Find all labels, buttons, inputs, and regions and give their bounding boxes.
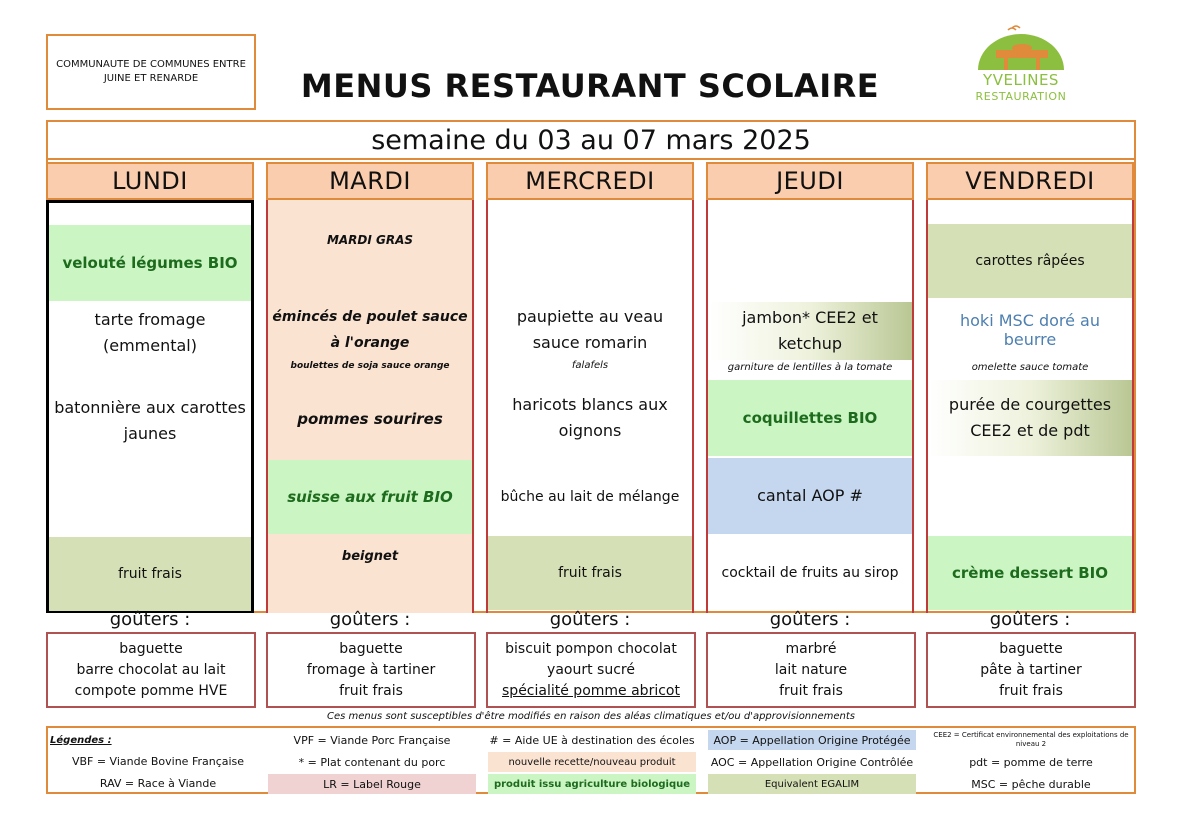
legend-cee2: CEE2 = Certificat environnemental des exploitations de niveau 2 [933,731,1129,748]
menu-item-main: émincés de poulet sauce à l'orange [272,309,468,351]
gouter-item: baguette [999,640,1063,657]
week-title: semaine du 03 au 07 mars 2025 [48,122,1134,160]
logo-text-restauration: RESTAURATION [975,89,1067,103]
organization-box [46,34,256,110]
menu-item-starter: velouté légumes BIO [49,225,251,301]
menu-item-dairy: bûche au lait de mélange [500,489,680,505]
legend-nouvelle-recette: nouvelle recette/nouveau produit [488,752,696,772]
day-header-vendredi: VENDREDI [926,162,1134,200]
day-header-lundi: LUNDI [46,162,254,200]
menu-item-side: purée de courgettes CEE2 et de pdt [928,380,1132,456]
menu-item-side: coquillettes BIO [708,380,912,456]
day-column-lundi [46,200,254,613]
gouter-item: fruit frais [999,682,1063,699]
disclaimer: Ces menus sont susceptibles d'être modifiés en raison des aléas climatiques et/ou d'approvisionnements [326,710,856,722]
gouter-label: goûters : [329,608,411,630]
page-title: MENUS RESTAURANT SCOLAIRE [300,67,880,105]
legend-aide-ue: # = Aide UE à destination des écoles [489,733,695,747]
menu-item-dairy: cantal AOP # [708,458,912,534]
gouter-item: compote pomme HVE [74,682,228,699]
gouter-box-lundi [46,632,256,708]
day-header-mercredi: MERCREDI [486,162,694,200]
gouter-item: barre chocolat au lait [76,661,226,678]
gouter-item: spécialité pomme abricot [502,682,680,699]
legend-title: Légendes : [50,734,112,746]
menu-item-main: tarte fromage (emmental) [94,310,206,355]
gouter-box-vendredi [926,632,1136,708]
menu-item-side: batonnière aux carottes jaunes [54,398,246,443]
legend-pdt: pdt = pomme de terre [969,755,1093,769]
menu-item-main: paupiette au veau sauce romarin [516,307,664,352]
menu-item-dessert: crème dessert BIO [928,536,1132,610]
legend-label-rouge: LR = Label Rouge [268,774,476,794]
gouter-box-jeudi [706,632,916,708]
gouter-label: goûters : [549,608,631,630]
gouter-item: baguette [339,640,403,657]
menu-item-dessert: fruit frais [488,536,692,610]
menu-item-dessert: beignet [341,548,399,564]
menu-item-dessert: cocktail de fruits au sirop [721,565,899,581]
organization-name: COMMUNAUTE DE COMMUNES ENTRE JUINE ET RENARDE [56,59,246,84]
gouter-label: goûters : [109,608,191,630]
gouter-label: goûters : [769,608,851,630]
gouter-label: goûters : [989,608,1071,630]
menu-item-starter: carottes râpées [928,224,1132,298]
menu-item-main-alt: falafels [571,360,609,371]
gouter-item: lait nature [774,661,848,678]
day-column-jeudi [706,200,914,613]
menu-item-theme: MARDI GRAS [326,233,414,247]
gouter-item: fruit frais [339,682,403,699]
legend-rav: RAV = Race à Viande [99,776,217,790]
logo-text-yvelines: YVELINES [983,71,1059,89]
gouter-box-mercredi [486,632,696,708]
gouter-item: baguette [119,640,183,657]
gouter-box-mardi [266,632,476,708]
menu-item-dessert: fruit frais [49,537,251,611]
menu-item-main: hoki MSC doré au beurre [960,311,1100,349]
menu-item-main-alt: omelette sauce tomate [971,362,1089,373]
menu-item-side: haricots blancs aux oignons [512,395,668,440]
day-header-mardi: MARDI [266,162,474,200]
gouter-item: pâte à tartiner [980,661,1082,678]
legend-box [46,726,1136,794]
day-column-mercredi [486,200,694,613]
menu-item-main-alt: boulettes de soja sauce orange [290,361,450,371]
gouter-item: biscuit pompon chocolat [505,640,677,657]
menu-item-side: pommes sourires [297,410,443,428]
day-column-mardi [266,200,474,613]
legend-aoc: AOC = Appellation Origine Contrôlée [710,755,914,769]
menu-item-dairy: suisse aux fruit BIO [268,460,472,534]
gouter-item: fromage à tartiner [306,661,436,678]
menu-item-main: jambon* CEE2 et ketchup [708,302,912,360]
menu-item-main-alt: garniture de lentilles à la tomate [727,362,893,373]
legend-msc: MSC = pêche durable [971,777,1091,791]
legend-vbf: VBF = Viande Bovine Française [71,754,245,768]
day-header-jeudi: JEUDI [706,162,914,200]
gouter-item: yaourt sucré [547,661,635,678]
legend-aop: AOP = Appellation Origine Protégée [708,730,916,750]
legend-porc: * = Plat contenant du porc [298,755,446,769]
legend-bio: produit issu agriculture biologique [488,774,696,794]
legend-vpf: VPF = Viande Porc Française [293,733,451,747]
gouter-item: fruit frais [779,682,843,699]
gouter-item: marbré [785,640,837,657]
legend-egalim: Equivalent EGALIM [708,774,916,794]
day-column-vendredi [926,200,1134,613]
